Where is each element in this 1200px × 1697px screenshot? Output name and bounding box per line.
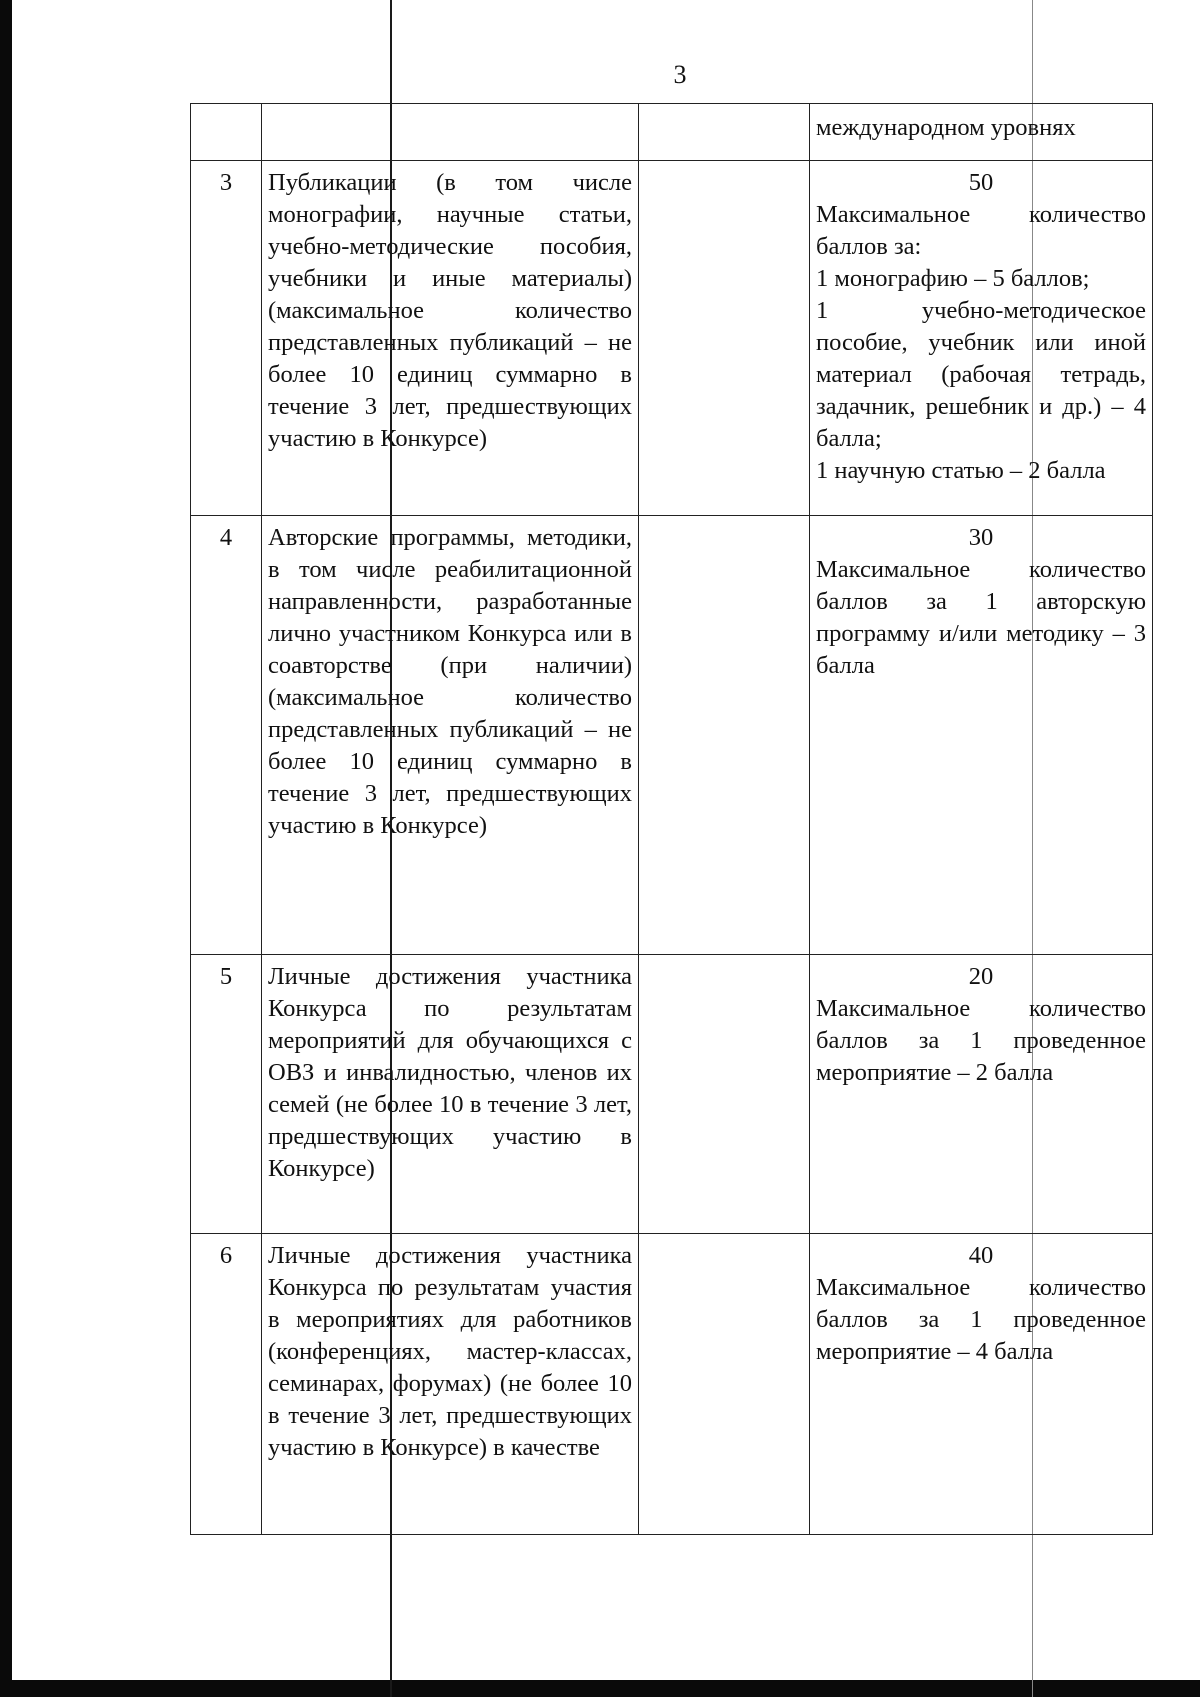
score-line: 1 монографию – 5 баллов; bbox=[816, 265, 1090, 292]
criterion-name-cell bbox=[262, 1234, 639, 1535]
score-text: международном уровнях bbox=[810, 104, 1153, 161]
scan-border-bottom bbox=[0, 1680, 1200, 1697]
score-line: Максимальное количество баллов за 1 авторскую программу и/или методику – 3 балла bbox=[816, 556, 1146, 679]
score-line: 1 научную статью – 2 балла bbox=[816, 457, 1106, 484]
table-row-carryover bbox=[191, 104, 1153, 161]
criterion-name: Публикации (в том числе монографии, научные статьи, учебно-методические пособия, учебники и иные материалы) (максимальное количество представленных публикаций – не более 10 единиц суммарно в течение 3 лет, предшествующих участию в Конкурсе) bbox=[268, 169, 632, 452]
row-number: 3 bbox=[191, 161, 262, 516]
max-score: 40 bbox=[968, 1242, 994, 1269]
criterion-name: Авторские программы, методики, в том числе реабилитационной направленности, разработанные лично участником Конкурса или в соавторстве (при наличии) (максимальное количество представленных публикаций – не более 10 единиц суммарно в течение 3 лет, предшествующих участию в Конкурсе) bbox=[268, 524, 632, 839]
criterion-extra bbox=[639, 516, 810, 955]
scan-border-left bbox=[0, 0, 12, 1697]
criterion-name-cell bbox=[262, 955, 639, 1234]
score-cell bbox=[810, 161, 1153, 516]
score-cell bbox=[810, 516, 1153, 955]
row-number: 6 bbox=[191, 1234, 262, 1535]
criterion-name: Личные достижения участника Конкурса по результатам мероприятий для обучающихся с ОВЗ и инвалидностью, членов их семей (не более 10 в течение 3 лет, предшествующих участию в Конкурсе) bbox=[268, 963, 632, 1182]
max-score: 50 bbox=[968, 169, 994, 196]
criterion-name: Личные достижения участника Конкурса по результатам участия в мероприятиях для работников (конференциях, мастер-классах, семинарах, форумах) (не более 10 в течение 3 лет, предшествующих участию в Конкурсе) в качестве bbox=[268, 1242, 632, 1461]
row-number: 4 bbox=[191, 516, 262, 955]
score-description bbox=[816, 554, 1146, 682]
score-line: 1 учебно-методическое пособие, учебник или иной материал (рабочая тетрадь, задачник, решебник и др.) – 4 балла; bbox=[816, 297, 1146, 452]
criterion-name bbox=[262, 104, 639, 161]
page-number: 3 bbox=[673, 60, 687, 89]
criterion-name-cell bbox=[262, 516, 639, 955]
table-row bbox=[191, 516, 1153, 955]
max-score: 30 bbox=[968, 524, 994, 551]
criterion-extra bbox=[639, 955, 810, 1234]
criterion-name-cell bbox=[262, 161, 639, 516]
table-row bbox=[191, 1234, 1153, 1535]
score-line: Максимальное количество баллов за: bbox=[816, 201, 1146, 260]
row-number: 5 bbox=[191, 955, 262, 1234]
score-cell bbox=[810, 955, 1153, 1234]
table-row bbox=[191, 161, 1153, 516]
score-description bbox=[816, 199, 1146, 487]
max-score: 20 bbox=[968, 963, 994, 990]
row-number bbox=[191, 104, 262, 161]
score-line: Максимальное количество баллов за 1 проведенное мероприятие – 2 балла bbox=[816, 995, 1146, 1086]
score-cell bbox=[810, 1234, 1153, 1535]
criterion-extra bbox=[639, 161, 810, 516]
criterion-extra bbox=[639, 104, 810, 161]
score-description bbox=[816, 1272, 1146, 1368]
score-line: Максимальное количество баллов за 1 проведенное мероприятие – 4 балла bbox=[816, 1274, 1146, 1365]
criteria-table bbox=[190, 103, 1153, 1535]
criterion-extra bbox=[639, 1234, 810, 1535]
score-description bbox=[816, 993, 1146, 1089]
table-row bbox=[191, 955, 1153, 1234]
